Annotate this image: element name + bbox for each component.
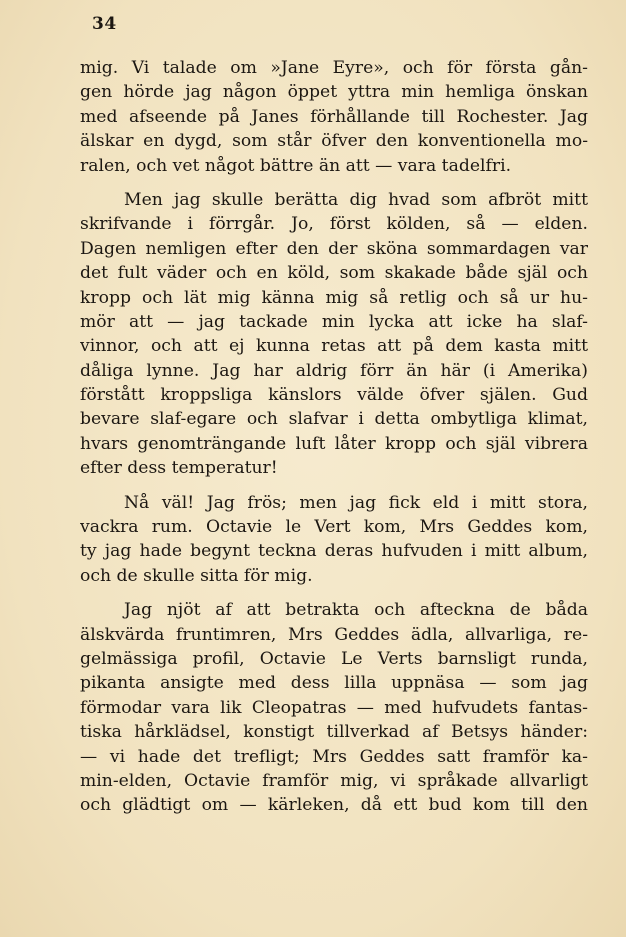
text-line: och glädtigt om — kärleken, då ett bud kom till den (80, 795, 588, 816)
paragraph-3 (80, 491, 588, 589)
text-line: med afseende på Janes förhållande till Rochester. Jag (80, 106, 588, 127)
text-line: gen hörde jag någon öppet yttra min hemliga önskan (80, 82, 588, 103)
text-line: vinnor, och att ej kunna retas att på dem kasta mitt (80, 336, 588, 357)
text-line: vackra rum. Octavie le Vert kom, Mrs Geddes kom, (80, 517, 588, 538)
paragraph-1 (80, 56, 588, 178)
body-text (80, 56, 588, 818)
page-number: 34 (92, 14, 117, 34)
text-line: hvars genomträngande luft låter kropp och själ vibrera (80, 433, 588, 454)
text-line: Nå väl! Jag frös; men jag fick eld i mitt stora, (124, 492, 588, 513)
text-line: bevare slaf-egare och slafvar i detta ombytliga klimat, (80, 409, 588, 430)
text-line: mör att — jag tackade min lycka att icke ha slaf- (80, 311, 588, 332)
text-line: ty jag hade begynt teckna deras hufvuden i mitt album, (80, 541, 588, 562)
text-line: skrifvande i förrgår. Jo, först kölden, så — elden. (80, 214, 588, 235)
text-line: mig. Vi talade om »Jane Eyre», och för första gån- (80, 58, 588, 78)
text-line: — vi hade det trefligt; Mrs Geddes satt framför ka- (80, 746, 588, 767)
text-line: älskvärda fruntimren, Mrs Geddes ädla, allvarliga, re- (80, 624, 588, 645)
text-line: min-elden, Octavie framför mig, vi språkade allvarligt (80, 770, 588, 791)
text-line: och de skulle sitta för mig. (80, 565, 313, 586)
paragraph-4 (80, 598, 588, 818)
text-line: pikanta ansigte med dess lilla uppnäsa — som jag (80, 673, 588, 694)
text-line: älskar en dygd, som står öfver den konventionella mo- (80, 131, 588, 152)
text-line: det fult väder och en köld, som skakade både själ och (80, 263, 588, 284)
text-line: Men jag skulle berätta dig hvad som afbröt mitt (124, 189, 588, 210)
text-line: kropp och lät mig känna mig så retlig och så ur hu- (80, 287, 588, 308)
text-line: dåliga lynne. Jag har aldrig förr än här (i Amerika) (80, 360, 588, 381)
text-line: efter dess temperatur! (80, 458, 278, 479)
text-line: Jag njöt af att betrakta och afteckna de båda (124, 600, 588, 621)
paragraph-2 (80, 188, 588, 481)
text-line: gelmässiga profil, Octavie Le Verts barnsligt runda, (80, 648, 588, 669)
text-line: förmodar vara lik Cleopatras — med hufvudets fantas- (80, 697, 588, 718)
text-line: ralen, och vet något bättre än att — vara tadelfri. (80, 155, 512, 176)
text-line: tiska hårklädsel, konstigt tillverkad af Betsys händer: (80, 722, 588, 743)
text-line: förstått kroppsliga känslors välde öfver själen. Gud (80, 385, 588, 406)
text-line: Dagen nemligen efter den der sköna sommardagen var (80, 238, 588, 259)
